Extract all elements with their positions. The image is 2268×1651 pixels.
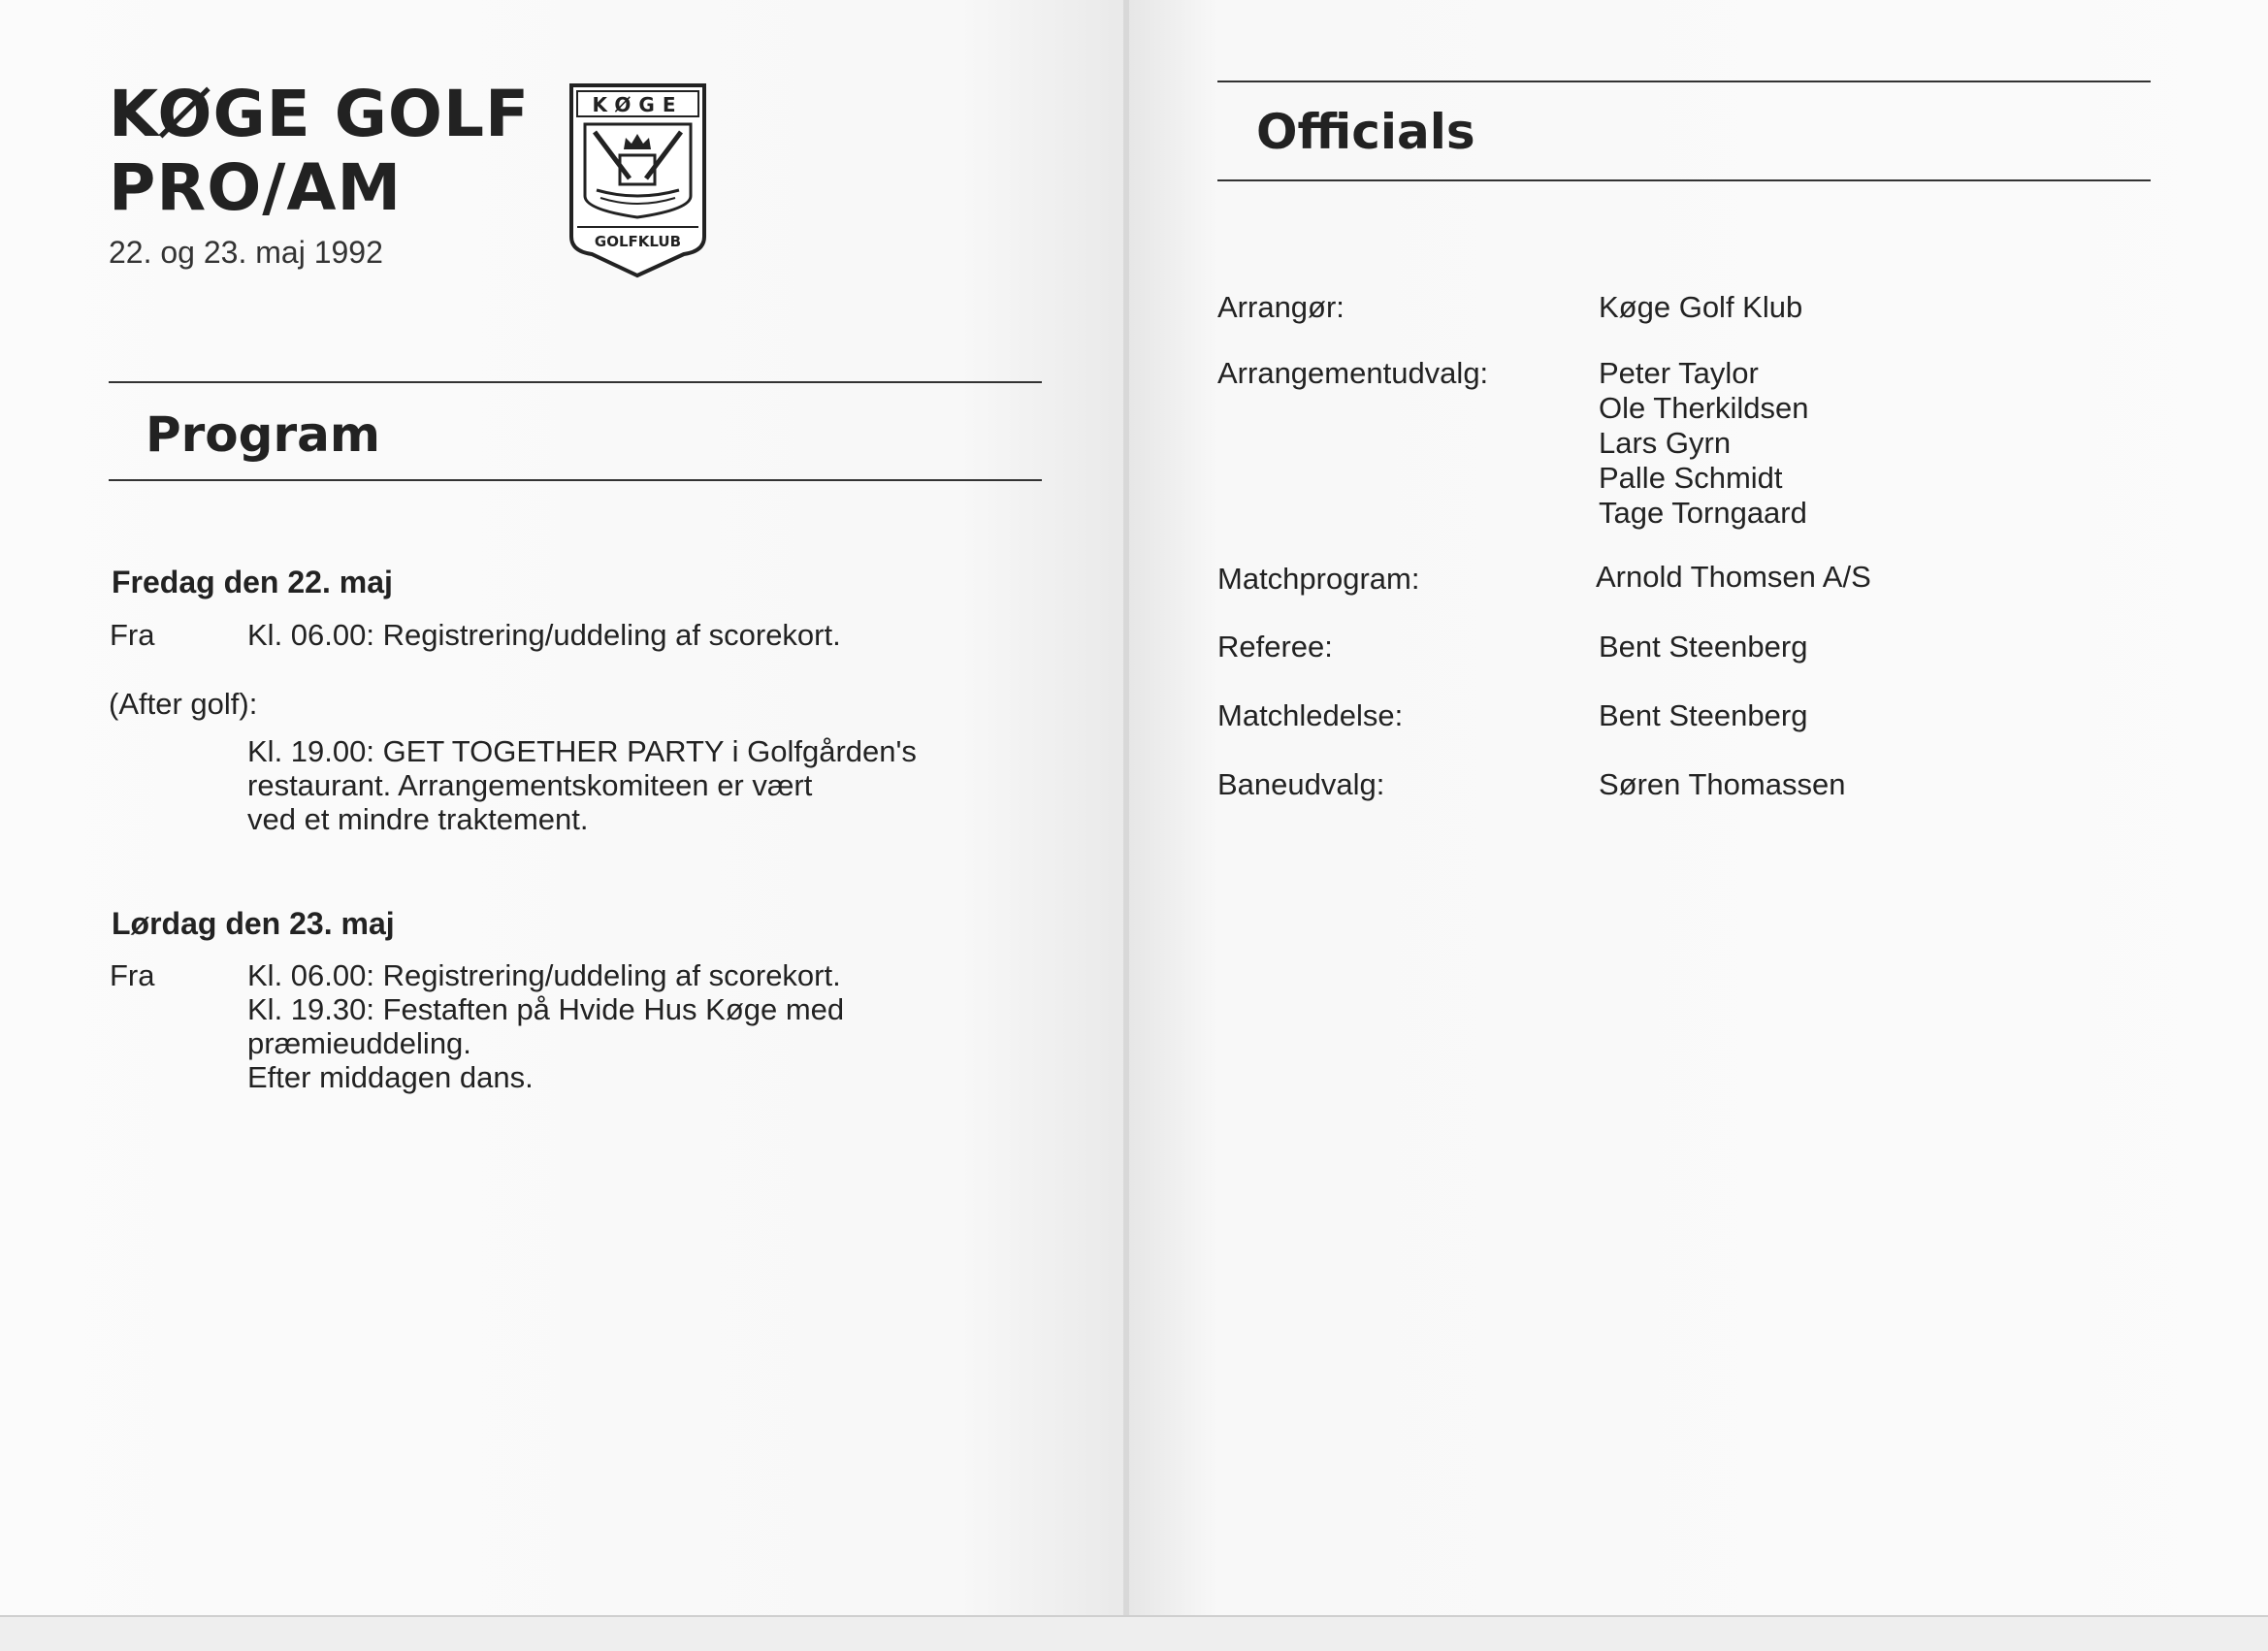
official-value-matchprogram	[1596, 560, 1871, 595]
official-name: Arnold Thomsen A/S	[1596, 560, 1871, 594]
crest-bottom-text: GOLFKLUB	[594, 233, 682, 250]
booklet-spine	[1123, 0, 1129, 1649]
saturday-line-4: Efter middagen dans.	[247, 1060, 534, 1094]
friday-registration: Kl. 06.00: Registrering/uddeling af scorekort.	[247, 618, 841, 652]
golf-club-crest-icon	[567, 81, 708, 279]
officials-heading: Officials	[1256, 104, 1475, 160]
saturday-fra-label: Fra	[110, 958, 155, 992]
friday-fra-label: Fra	[110, 618, 155, 652]
event-title-line1: KØGE GOLF	[109, 77, 531, 151]
program-rule-bottom	[109, 479, 1042, 481]
saturday-line-1: Kl. 06.00: Registrering/uddeling af scorekort.	[247, 958, 841, 992]
friday-after-golf: (After golf):	[109, 687, 258, 721]
official-label-arranger: Arrangør:	[1217, 290, 1345, 324]
official-name: Bent Steenberg	[1599, 630, 1808, 664]
event-title-block	[109, 78, 530, 271]
official-name: Lars Gyrn	[1599, 426, 1732, 460]
page-bottom-edge	[0, 1615, 2268, 1651]
event-title-line2: PRO/AM	[109, 150, 403, 225]
official-value-arranger	[1599, 290, 1802, 325]
official-name: Bent Steenberg	[1599, 698, 1808, 732]
saturday-title: Lørdag den 23. maj	[112, 906, 395, 941]
officials-rule-top	[1217, 81, 2151, 82]
event-date: 22. og 23. maj 1992	[109, 235, 383, 270]
friday-party-line-3: ved et mindre traktement.	[247, 802, 589, 836]
official-label-matchledelse: Matchledelse:	[1217, 698, 1404, 732]
official-name: Køge Golf Klub	[1599, 290, 1803, 324]
program-heading: Program	[146, 406, 380, 463]
friday-title: Fredag den 22. maj	[112, 565, 393, 599]
official-name: Palle Schmidt	[1599, 461, 1783, 495]
saturday-line-3: præmieuddeling.	[247, 1026, 471, 1060]
official-value-baneudvalg	[1599, 767, 1845, 802]
friday-party-line-2: restaurant. Arrangementskomiteen er vært	[247, 768, 813, 802]
official-name: Peter Taylor	[1599, 356, 1759, 390]
saturday-line-2: Kl. 19.30: Festaften på Hvide Hus Køge med	[247, 992, 845, 1026]
official-name: Tage Torngaard	[1599, 496, 1807, 530]
official-value-referee	[1599, 630, 1807, 664]
official-name: Søren Thomassen	[1599, 767, 1846, 801]
officials-rule-bottom	[1217, 179, 2151, 181]
official-label-baneudvalg: Baneudvalg:	[1217, 767, 1385, 801]
program-rule-top	[109, 381, 1042, 383]
friday-party-line-1: Kl. 19.00: GET TOGETHER PARTY i Golfgården's	[247, 734, 917, 768]
official-label-matchprogram: Matchprogram:	[1217, 562, 1420, 596]
official-value-matchledelse	[1599, 698, 1807, 733]
official-label-referee: Referee:	[1217, 630, 1333, 664]
right-page	[1127, 0, 2268, 1649]
official-name: Ole Therkildsen	[1599, 391, 1809, 425]
official-value-committee	[1599, 356, 1809, 531]
crest-top-text: KØGE	[592, 93, 684, 116]
official-label-committee: Arrangementudvalg:	[1217, 356, 1489, 390]
